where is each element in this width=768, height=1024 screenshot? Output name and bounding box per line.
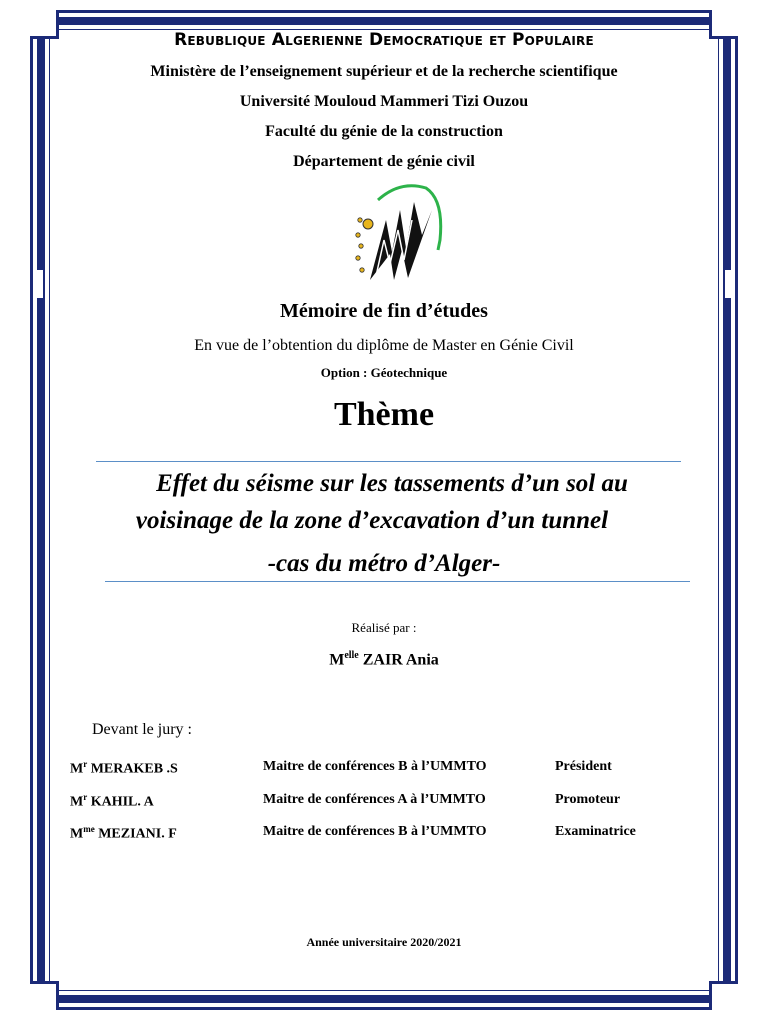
author-prefix-sup: elle <box>344 650 359 661</box>
border-notch-left <box>37 270 43 298</box>
theme-rule-top <box>96 461 681 462</box>
jury-member-name <box>70 824 177 843</box>
logo-dot-4 <box>356 256 360 260</box>
ministere-line: Ministère de l’enseignement supérieur et de la recherche scientifique <box>150 63 618 80</box>
jury-label: Devant le jury : <box>92 721 192 738</box>
border-corner-bottom-left <box>30 981 59 1010</box>
jury-row <box>0 792 768 812</box>
option-line: Option : Géotechnique <box>320 365 448 380</box>
border-notch-right <box>725 270 731 298</box>
memoire-title: Mémoire de fin d’études <box>280 300 488 322</box>
author-name-text: ZAIR Ania <box>358 651 439 669</box>
jury-prefix-sup: r <box>83 792 88 802</box>
theme-title-line-1: Effet du séisme sur les tassements d’un sol au <box>156 470 628 497</box>
theme-label: Thème <box>333 396 435 433</box>
logo-sun-dot <box>363 219 373 229</box>
logo-dot-3 <box>359 244 363 248</box>
jury-prefix-sup: r <box>83 759 88 769</box>
logo-dot-2 <box>356 233 360 237</box>
logo-black-shape-1 <box>370 202 432 280</box>
theme-rule-bottom <box>105 581 690 582</box>
republique-heading: Rebublique Algerienne Democratique et Populaire <box>174 30 594 50</box>
jury-row <box>0 759 768 779</box>
jury-member-role: Examinatrice <box>555 824 636 839</box>
jury-member-role: Président <box>555 759 612 774</box>
jury-member-role: Promoteur <box>555 792 621 807</box>
jury-member-grade: Maitre de conférences B à l’UMMTO <box>263 824 487 839</box>
jury-prefix: M <box>70 761 84 777</box>
jury-member-grade: Maitre de conférences A à l’UMMTO <box>263 792 486 807</box>
jury-name-text: MERAKEB .S <box>87 761 178 777</box>
border-corner-bottom-right <box>709 981 738 1010</box>
jury-prefix-sup: me <box>83 824 95 834</box>
theme-title-line-3: -cas du métro d’Alger- <box>267 550 501 577</box>
realise-par-label: Réalisé par : <box>351 620 417 635</box>
faculte-line: Faculté du génie de la construction <box>265 123 503 140</box>
university-logo-icon <box>348 180 448 285</box>
author-name <box>0 650 768 669</box>
jury-name-text: KAHIL. A <box>87 794 154 810</box>
jury-name-text: MEZIANI. F <box>94 826 177 842</box>
diplome-line: En vue de l’obtention du diplôme de Master en Génie Civil <box>194 337 574 354</box>
jury-member-name <box>70 759 178 778</box>
departement-line: Département de génie civil <box>293 153 475 170</box>
logo-dot-5 <box>360 268 364 272</box>
annee-universitaire: Année universitaire 2020/2021 <box>306 935 462 949</box>
jury-prefix: M <box>70 826 84 842</box>
theme-title-line-2: voisinage de la zone d’excavation d’un tunnel <box>135 507 609 534</box>
jury-prefix: M <box>70 794 84 810</box>
jury-row <box>0 824 768 844</box>
universite-line: Université Mouloud Mammeri Tizi Ouzou <box>239 93 529 110</box>
jury-member-grade: Maitre de conférences B à l’UMMTO <box>263 759 487 774</box>
logo-dot-1 <box>358 218 362 222</box>
jury-member-name <box>70 792 154 811</box>
author-prefix: M <box>329 651 345 669</box>
